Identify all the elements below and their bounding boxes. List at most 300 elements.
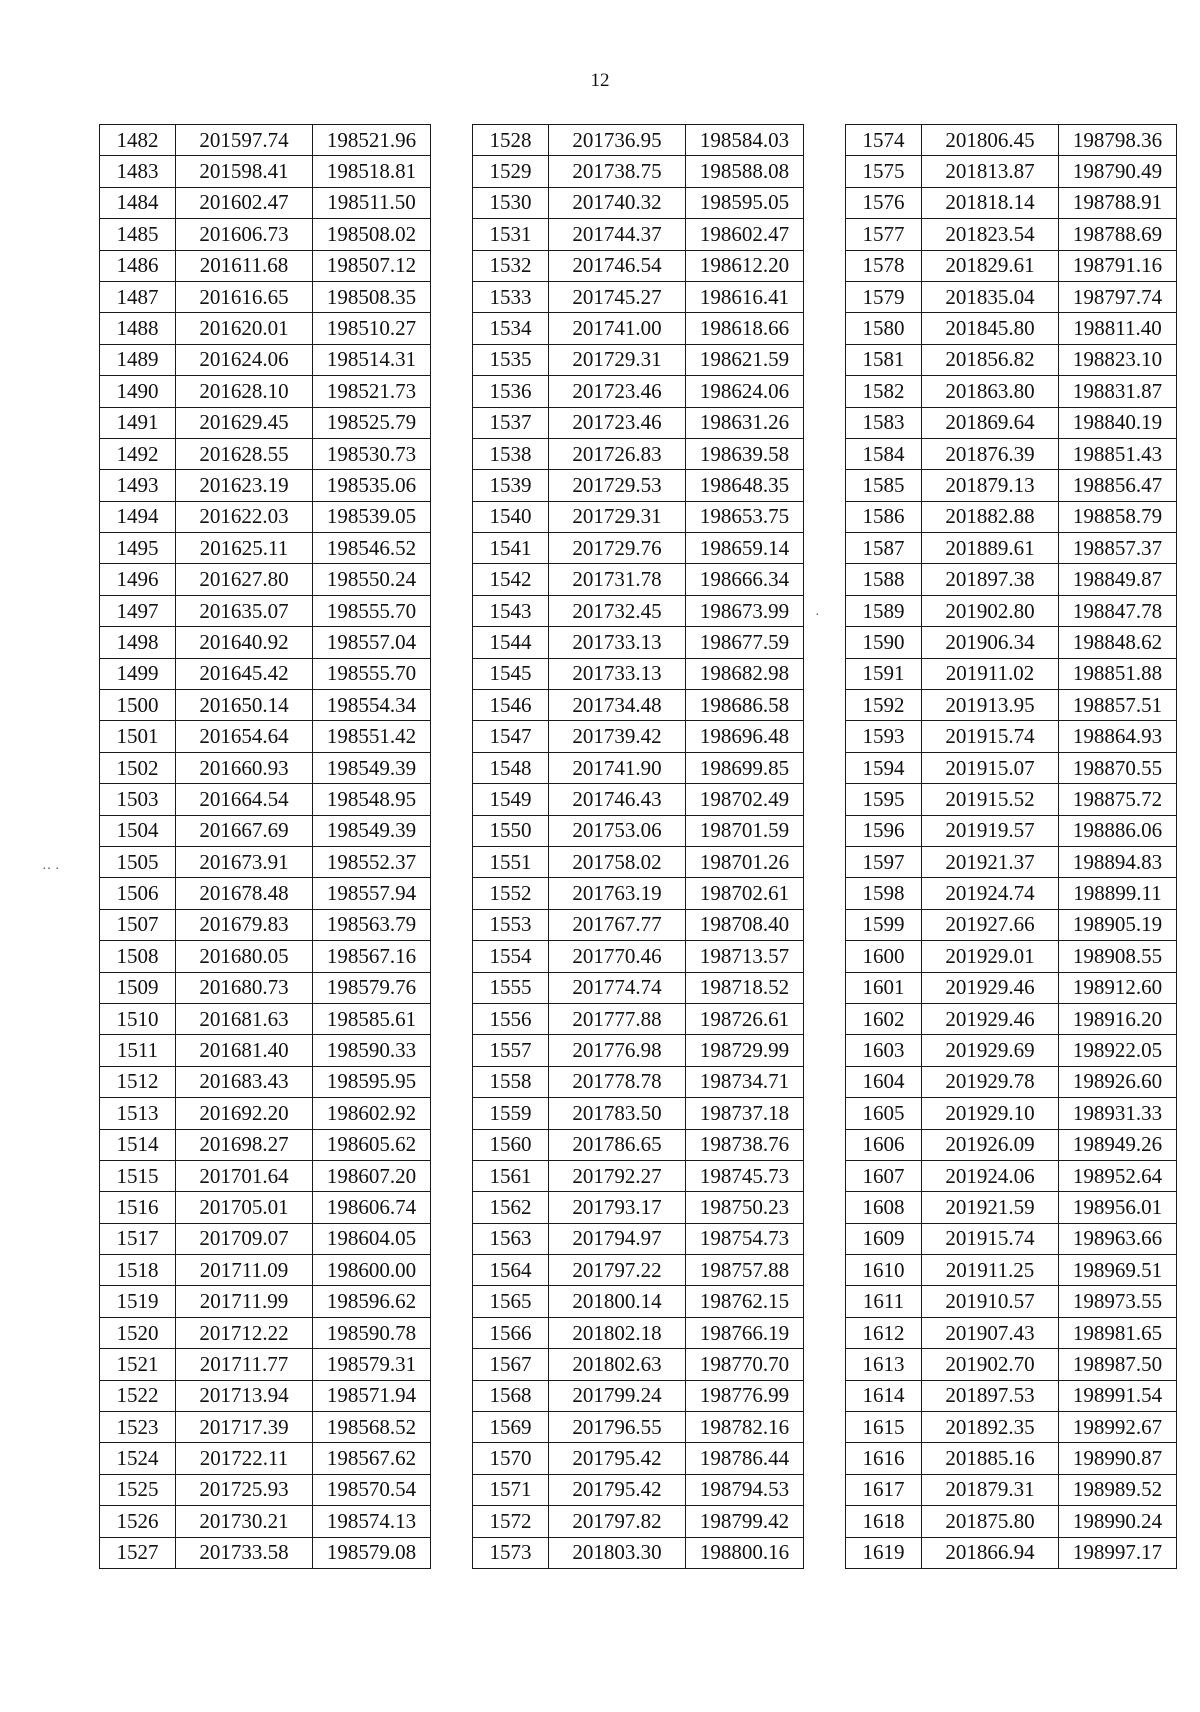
table-row	[473, 281, 804, 312]
x-coordinate-cell: 201602.47	[176, 187, 313, 218]
x-coordinate-cell: 201794.97	[549, 1223, 686, 1254]
point-number-cell: 1578	[846, 250, 922, 281]
y-coordinate-cell: 198579.08	[313, 1537, 431, 1568]
table-row	[100, 470, 431, 501]
y-coordinate-cell: 198894.83	[1059, 846, 1177, 877]
table-row	[846, 1506, 1177, 1537]
y-coordinate-cell: 198799.42	[686, 1506, 804, 1537]
point-number-cell: 1598	[846, 878, 922, 909]
table-row	[473, 1098, 804, 1129]
table-row	[846, 313, 1177, 344]
point-number-cell: 1503	[100, 784, 176, 815]
y-coordinate-cell: 198571.94	[313, 1380, 431, 1411]
point-number-cell: 1559	[473, 1098, 549, 1129]
table-row	[473, 376, 804, 407]
x-coordinate-cell: 201629.45	[176, 407, 313, 438]
table-row	[100, 1003, 431, 1034]
x-coordinate-cell: 201683.43	[176, 1066, 313, 1097]
point-number-cell: 1574	[846, 125, 922, 156]
y-coordinate-cell: 198750.23	[686, 1192, 804, 1223]
point-number-cell: 1580	[846, 313, 922, 344]
y-coordinate-cell: 198912.60	[1059, 972, 1177, 1003]
table-row	[473, 156, 804, 187]
point-number-cell: 1552	[473, 878, 549, 909]
y-coordinate-cell: 198858.79	[1059, 501, 1177, 532]
x-coordinate-cell: 201616.65	[176, 281, 313, 312]
point-number-cell: 1618	[846, 1506, 922, 1537]
point-number-cell: 1548	[473, 752, 549, 783]
x-coordinate-cell: 201902.70	[922, 1349, 1059, 1380]
point-number-cell: 1570	[473, 1443, 549, 1474]
table-row	[473, 533, 804, 564]
y-coordinate-cell: 198786.44	[686, 1443, 804, 1474]
x-coordinate-cell: 201681.40	[176, 1035, 313, 1066]
y-coordinate-cell: 198557.04	[313, 627, 431, 658]
point-number-cell: 1493	[100, 470, 176, 501]
point-number-cell: 1539	[473, 470, 549, 501]
y-coordinate-cell: 198585.61	[313, 1003, 431, 1034]
y-coordinate-cell: 198754.73	[686, 1223, 804, 1254]
point-number-cell: 1567	[473, 1349, 549, 1380]
x-coordinate-cell: 201620.01	[176, 313, 313, 344]
table-row	[846, 470, 1177, 501]
x-coordinate-cell: 201635.07	[176, 595, 313, 626]
y-coordinate-cell: 198648.35	[686, 470, 804, 501]
y-coordinate-cell: 198521.73	[313, 376, 431, 407]
table-row	[473, 1380, 804, 1411]
x-coordinate-cell: 201866.94	[922, 1537, 1059, 1568]
x-coordinate-cell: 201869.64	[922, 407, 1059, 438]
table-row	[473, 721, 804, 752]
point-number-cell: 1512	[100, 1066, 176, 1097]
table-row	[473, 125, 804, 156]
table-row	[473, 690, 804, 721]
y-coordinate-cell: 198840.19	[1059, 407, 1177, 438]
y-coordinate-cell: 198851.88	[1059, 658, 1177, 689]
table-row	[100, 658, 431, 689]
x-coordinate-cell: 201875.80	[922, 1506, 1059, 1537]
y-coordinate-cell: 198956.01	[1059, 1192, 1177, 1223]
point-number-cell: 1532	[473, 250, 549, 281]
point-number-cell: 1614	[846, 1380, 922, 1411]
x-coordinate-cell: 201911.02	[922, 658, 1059, 689]
table-row	[846, 1129, 1177, 1160]
x-coordinate-cell: 201927.66	[922, 909, 1059, 940]
table-row	[846, 1035, 1177, 1066]
x-coordinate-cell: 201929.78	[922, 1066, 1059, 1097]
point-number-cell: 1534	[473, 313, 549, 344]
table-row	[846, 564, 1177, 595]
point-number-cell: 1499	[100, 658, 176, 689]
point-number-cell: 1585	[846, 470, 922, 501]
x-coordinate-cell: 201795.42	[549, 1474, 686, 1505]
y-coordinate-cell: 198757.88	[686, 1255, 804, 1286]
y-coordinate-cell: 198800.16	[686, 1537, 804, 1568]
x-coordinate-cell: 201796.55	[549, 1412, 686, 1443]
table-row	[846, 1286, 1177, 1317]
point-number-cell: 1504	[100, 815, 176, 846]
x-coordinate-cell: 201645.42	[176, 658, 313, 689]
x-coordinate-cell: 201902.80	[922, 595, 1059, 626]
table-row	[846, 156, 1177, 187]
y-coordinate-cell: 198794.53	[686, 1474, 804, 1505]
table-row	[846, 376, 1177, 407]
y-coordinate-cell: 198702.61	[686, 878, 804, 909]
table-row	[473, 627, 804, 658]
table-row	[846, 909, 1177, 940]
table-row	[473, 250, 804, 281]
point-number-cell: 1597	[846, 846, 922, 877]
table-row	[473, 470, 804, 501]
point-number-cell: 1608	[846, 1192, 922, 1223]
point-number-cell: 1511	[100, 1035, 176, 1066]
table-row	[473, 1506, 804, 1537]
y-coordinate-cell: 198857.51	[1059, 690, 1177, 721]
x-coordinate-cell: 201929.10	[922, 1098, 1059, 1129]
point-number-cell: 1554	[473, 941, 549, 972]
x-coordinate-cell: 201795.42	[549, 1443, 686, 1474]
table-row	[473, 1349, 804, 1380]
table-row	[100, 595, 431, 626]
x-coordinate-cell: 201711.99	[176, 1286, 313, 1317]
y-coordinate-cell: 198604.05	[313, 1223, 431, 1254]
table-row	[100, 1380, 431, 1411]
point-number-cell: 1595	[846, 784, 922, 815]
point-number-cell: 1506	[100, 878, 176, 909]
table-row	[100, 1160, 431, 1191]
y-coordinate-cell: 198511.50	[313, 187, 431, 218]
y-coordinate-cell: 198963.66	[1059, 1223, 1177, 1254]
y-coordinate-cell: 198701.26	[686, 846, 804, 877]
table-row	[100, 376, 431, 407]
table-row	[846, 1255, 1177, 1286]
x-coordinate-cell: 201882.88	[922, 501, 1059, 532]
x-coordinate-cell: 201763.19	[549, 878, 686, 909]
point-number-cell: 1522	[100, 1380, 176, 1411]
x-coordinate-cell: 201783.50	[549, 1098, 686, 1129]
point-number-cell: 1529	[473, 156, 549, 187]
x-coordinate-cell: 201929.69	[922, 1035, 1059, 1066]
x-coordinate-cell: 201624.06	[176, 344, 313, 375]
point-number-cell: 1484	[100, 187, 176, 218]
y-coordinate-cell: 198908.55	[1059, 941, 1177, 972]
point-number-cell: 1502	[100, 752, 176, 783]
stray-mark: ·	[815, 608, 820, 623]
y-coordinate-cell: 198849.87	[1059, 564, 1177, 595]
table-row	[846, 627, 1177, 658]
y-coordinate-cell: 198899.11	[1059, 878, 1177, 909]
point-number-cell: 1487	[100, 281, 176, 312]
x-coordinate-cell: 201799.24	[549, 1380, 686, 1411]
point-number-cell: 1547	[473, 721, 549, 752]
x-coordinate-cell: 201622.03	[176, 501, 313, 532]
point-number-cell: 1525	[100, 1474, 176, 1505]
x-coordinate-cell: 201910.57	[922, 1286, 1059, 1317]
x-coordinate-cell: 201863.80	[922, 376, 1059, 407]
point-number-cell: 1561	[473, 1160, 549, 1191]
x-coordinate-cell: 201725.93	[176, 1474, 313, 1505]
table-row	[100, 501, 431, 532]
point-number-cell: 1557	[473, 1035, 549, 1066]
x-coordinate-cell: 201770.46	[549, 941, 686, 972]
x-coordinate-cell: 201679.83	[176, 909, 313, 940]
y-coordinate-cell: 198567.16	[313, 941, 431, 972]
y-coordinate-cell: 198605.62	[313, 1129, 431, 1160]
point-number-cell: 1521	[100, 1349, 176, 1380]
table-row	[473, 1129, 804, 1160]
table-row	[473, 313, 804, 344]
x-coordinate-cell: 201734.48	[549, 690, 686, 721]
y-coordinate-cell: 198595.95	[313, 1066, 431, 1097]
x-coordinate-cell: 201823.54	[922, 219, 1059, 250]
point-number-cell: 1542	[473, 564, 549, 595]
y-coordinate-cell: 198734.71	[686, 1066, 804, 1097]
point-number-cell: 1616	[846, 1443, 922, 1474]
x-coordinate-cell: 201885.16	[922, 1443, 1059, 1474]
point-number-cell: 1605	[846, 1098, 922, 1129]
x-coordinate-cell: 201921.37	[922, 846, 1059, 877]
point-number-cell: 1575	[846, 156, 922, 187]
x-coordinate-cell: 201625.11	[176, 533, 313, 564]
x-coordinate-cell: 201733.58	[176, 1537, 313, 1568]
x-coordinate-cell: 201929.46	[922, 972, 1059, 1003]
x-coordinate-cell: 201726.83	[549, 438, 686, 469]
table-row	[473, 909, 804, 940]
table-row	[100, 1255, 431, 1286]
x-coordinate-cell: 201729.31	[549, 344, 686, 375]
point-number-cell: 1610	[846, 1255, 922, 1286]
y-coordinate-cell: 198797.74	[1059, 281, 1177, 312]
x-coordinate-cell: 201709.07	[176, 1223, 313, 1254]
table-row	[100, 627, 431, 658]
y-coordinate-cell: 198782.16	[686, 1412, 804, 1443]
x-coordinate-cell: 201746.43	[549, 784, 686, 815]
point-number-cell: 1517	[100, 1223, 176, 1254]
point-number-cell: 1558	[473, 1066, 549, 1097]
y-coordinate-cell: 198708.40	[686, 909, 804, 940]
table-row	[473, 846, 804, 877]
point-number-cell: 1537	[473, 407, 549, 438]
x-coordinate-cell: 201606.73	[176, 219, 313, 250]
table-row	[100, 187, 431, 218]
coordinate-table-2	[472, 124, 804, 1569]
x-coordinate-cell: 201829.61	[922, 250, 1059, 281]
x-coordinate-cell: 201758.02	[549, 846, 686, 877]
table-row	[846, 784, 1177, 815]
table-row	[473, 595, 804, 626]
y-coordinate-cell: 198745.73	[686, 1160, 804, 1191]
x-coordinate-cell: 201664.54	[176, 784, 313, 815]
y-coordinate-cell: 198922.05	[1059, 1035, 1177, 1066]
table-row	[100, 690, 431, 721]
x-coordinate-cell: 201733.13	[549, 627, 686, 658]
x-coordinate-cell: 201746.54	[549, 250, 686, 281]
y-coordinate-cell: 198987.50	[1059, 1349, 1177, 1380]
point-number-cell: 1516	[100, 1192, 176, 1223]
table-row	[846, 125, 1177, 156]
y-coordinate-cell: 198990.87	[1059, 1443, 1177, 1474]
point-number-cell: 1602	[846, 1003, 922, 1034]
x-coordinate-cell: 201911.25	[922, 1255, 1059, 1286]
table-row	[473, 941, 804, 972]
table-row	[846, 752, 1177, 783]
table-row	[100, 1317, 431, 1348]
point-number-cell: 1604	[846, 1066, 922, 1097]
table-row	[846, 1537, 1177, 1568]
page-number: 12	[590, 70, 610, 91]
y-coordinate-cell: 198790.49	[1059, 156, 1177, 187]
point-number-cell: 1518	[100, 1255, 176, 1286]
table-row	[846, 219, 1177, 250]
table-row	[100, 407, 431, 438]
y-coordinate-cell: 198831.87	[1059, 376, 1177, 407]
table-row	[473, 752, 804, 783]
y-coordinate-cell: 198510.27	[313, 313, 431, 344]
table-row	[846, 1192, 1177, 1223]
x-coordinate-cell: 201673.91	[176, 846, 313, 877]
point-number-cell: 1591	[846, 658, 922, 689]
y-coordinate-cell: 198666.34	[686, 564, 804, 595]
x-coordinate-cell: 201797.82	[549, 1506, 686, 1537]
table-row	[846, 721, 1177, 752]
table-row	[100, 972, 431, 1003]
x-coordinate-cell: 201792.27	[549, 1160, 686, 1191]
table-row	[846, 878, 1177, 909]
point-number-cell: 1587	[846, 533, 922, 564]
point-number-cell: 1593	[846, 721, 922, 752]
y-coordinate-cell: 198737.18	[686, 1098, 804, 1129]
point-number-cell: 1509	[100, 972, 176, 1003]
point-number-cell: 1505	[100, 846, 176, 877]
point-number-cell: 1519	[100, 1286, 176, 1317]
point-number-cell: 1573	[473, 1537, 549, 1568]
x-coordinate-cell: 201692.20	[176, 1098, 313, 1129]
y-coordinate-cell: 198791.16	[1059, 250, 1177, 281]
y-coordinate-cell: 198600.00	[313, 1255, 431, 1286]
y-coordinate-cell: 198991.54	[1059, 1380, 1177, 1411]
y-coordinate-cell: 198549.39	[313, 752, 431, 783]
table-row	[473, 344, 804, 375]
table-row	[846, 533, 1177, 564]
table-row	[100, 1066, 431, 1097]
x-coordinate-cell: 201736.95	[549, 125, 686, 156]
y-coordinate-cell: 198701.59	[686, 815, 804, 846]
table-row	[846, 1066, 1177, 1097]
table-row	[100, 1412, 431, 1443]
table-row	[846, 1003, 1177, 1034]
y-coordinate-cell: 198677.59	[686, 627, 804, 658]
y-coordinate-cell: 198857.37	[1059, 533, 1177, 564]
point-number-cell: 1536	[473, 376, 549, 407]
x-coordinate-cell: 201800.14	[549, 1286, 686, 1317]
table-row	[846, 344, 1177, 375]
x-coordinate-cell: 201802.63	[549, 1349, 686, 1380]
table-row	[846, 407, 1177, 438]
point-number-cell: 1515	[100, 1160, 176, 1191]
point-number-cell: 1619	[846, 1537, 922, 1568]
x-coordinate-cell: 201906.34	[922, 627, 1059, 658]
table-row	[100, 1506, 431, 1537]
table-row	[473, 219, 804, 250]
point-number-cell: 1497	[100, 595, 176, 626]
y-coordinate-cell: 198886.06	[1059, 815, 1177, 846]
point-number-cell: 1615	[846, 1412, 922, 1443]
y-coordinate-cell: 198949.26	[1059, 1129, 1177, 1160]
y-coordinate-cell: 198574.13	[313, 1506, 431, 1537]
x-coordinate-cell: 201678.48	[176, 878, 313, 909]
x-coordinate-cell: 201717.39	[176, 1412, 313, 1443]
table-row	[473, 564, 804, 595]
x-coordinate-cell: 201802.18	[549, 1317, 686, 1348]
x-coordinate-cell: 201793.17	[549, 1192, 686, 1223]
table-row	[473, 501, 804, 532]
table-row	[846, 1098, 1177, 1129]
y-coordinate-cell: 198713.57	[686, 941, 804, 972]
point-number-cell: 1538	[473, 438, 549, 469]
table-row	[473, 1286, 804, 1317]
x-coordinate-cell: 201711.77	[176, 1349, 313, 1380]
x-coordinate-cell: 201745.27	[549, 281, 686, 312]
table-row	[473, 1066, 804, 1097]
x-coordinate-cell: 201926.09	[922, 1129, 1059, 1160]
y-coordinate-cell: 198992.67	[1059, 1412, 1177, 1443]
point-number-cell: 1617	[846, 1474, 922, 1505]
x-coordinate-cell: 201907.43	[922, 1317, 1059, 1348]
point-number-cell: 1606	[846, 1129, 922, 1160]
point-number-cell: 1565	[473, 1286, 549, 1317]
y-coordinate-cell: 198548.95	[313, 784, 431, 815]
point-number-cell: 1592	[846, 690, 922, 721]
x-coordinate-cell: 201889.61	[922, 533, 1059, 564]
table-row	[846, 1412, 1177, 1443]
point-number-cell: 1564	[473, 1255, 549, 1286]
point-number-cell: 1492	[100, 438, 176, 469]
y-coordinate-cell: 198931.33	[1059, 1098, 1177, 1129]
x-coordinate-cell: 201777.88	[549, 1003, 686, 1034]
point-number-cell: 1513	[100, 1098, 176, 1129]
y-coordinate-cell: 198606.74	[313, 1192, 431, 1223]
point-number-cell: 1584	[846, 438, 922, 469]
x-coordinate-cell: 201723.46	[549, 376, 686, 407]
y-coordinate-cell: 198682.98	[686, 658, 804, 689]
y-coordinate-cell: 198738.76	[686, 1129, 804, 1160]
point-number-cell: 1486	[100, 250, 176, 281]
point-number-cell: 1507	[100, 909, 176, 940]
y-coordinate-cell: 198521.96	[313, 125, 431, 156]
y-coordinate-cell: 198555.70	[313, 658, 431, 689]
x-coordinate-cell: 201654.64	[176, 721, 313, 752]
table-row	[100, 941, 431, 972]
x-coordinate-cell: 201876.39	[922, 438, 1059, 469]
y-coordinate-cell: 198551.42	[313, 721, 431, 752]
table-row	[100, 752, 431, 783]
y-coordinate-cell: 198525.79	[313, 407, 431, 438]
table-row	[100, 219, 431, 250]
point-number-cell: 1553	[473, 909, 549, 940]
y-coordinate-cell: 198602.92	[313, 1098, 431, 1129]
point-number-cell: 1501	[100, 721, 176, 752]
table-row	[473, 1192, 804, 1223]
table-row	[100, 721, 431, 752]
y-coordinate-cell: 198584.03	[686, 125, 804, 156]
point-number-cell: 1531	[473, 219, 549, 250]
x-coordinate-cell: 201597.74	[176, 125, 313, 156]
y-coordinate-cell: 198588.08	[686, 156, 804, 187]
table-row	[473, 1223, 804, 1254]
y-coordinate-cell: 198563.79	[313, 909, 431, 940]
y-coordinate-cell: 198702.49	[686, 784, 804, 815]
table-row	[846, 1443, 1177, 1474]
